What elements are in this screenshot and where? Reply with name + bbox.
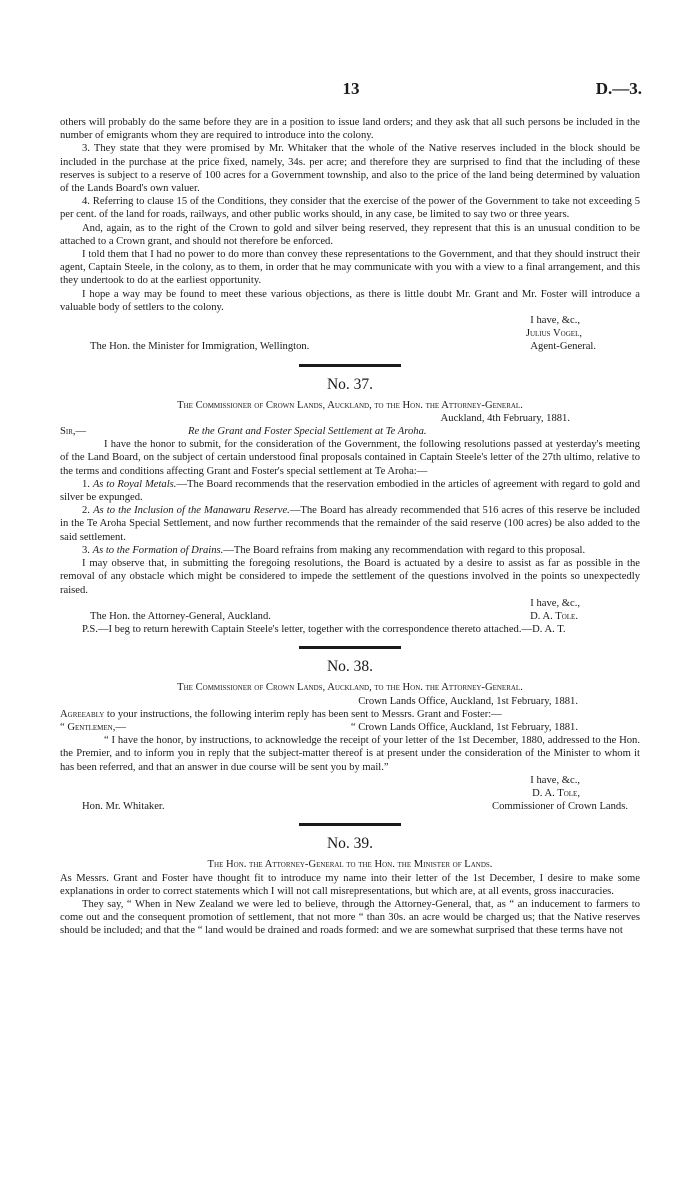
letter-from-to: The Commissioner of Crown Lands, Auckland, to the Hon. the Attorney-General. [177,399,523,411]
paragraph: They say, “ When in New Zealand we were led to believe, through the Attorney-General, that, as “ an inducement to farmers to come out and the consequent promotion of settlement, that not more “ than 30s. an acre would be charged us; that the Native reserves should be included; and that the “ land would be drained and roads formed: and we are somewhat surprised that these terms have not [60,898,640,937]
list-item: 2. As to the Inclusion of the Manawaru Reserve.—The Board has already recommended that 516 acres of this reserve be included in the Te Aroha Special Settlement, and now further recommends that the remainder of the said reserve (100 acres) be also added to the said settlement. [60,505,640,543]
paragraph: 4. Referring to clause 15 of the Conditions, they consider that the exercise of the power of the Government to take not exceeding 5 per cent. of the land for roads, railways, and other public works should, in any case, be limited to say two or three years. [60,196,640,221]
running-head [60,79,642,104]
page-number: 13 [342,79,360,98]
paragraph: 3. They state that they were promised by Mr. Whitaker that the whole of the Native reserves included in the block should be included in the purchase at the price fixed, namely, 34s. per acre; and therefore they are surprised to find that the including of these reserves is subject to a reserve of 100 acres for a Government township, and also to the price of the land being determined by valuation of the Lands Board's own valuer. [60,143,640,195]
section-divider [299,823,401,826]
document-reference: D.—3. [595,79,642,98]
quoted-letter-body: “ I have the honor, by instructions, to acknowledge the receipt of your letter of the 1st December, 1880, addressed to the Hon. the Premier, and to inform you in reply that the subject-matter thereof is at present under the consideration of the Minister to whom it has been referred, and that an answer in due course will be sent you by mail.” [60,735,640,773]
signature: D. A. Tole, [532,787,580,799]
paragraph: others will probably do the same before they are in a position to issue land orders; and they ask that all such persons be included in the number of emigrants whom they are required to introduce into the colony. [60,117,640,142]
section-divider [299,364,401,367]
quoted-place-date: “ Crown Lands Office, Auckland, 1st February, 1881. [350,721,578,733]
letter-39 [60,834,640,937]
place-date: Auckland, 4th February, 1881. [440,412,570,424]
letter-from-to: The Hon. the Attorney-General to the Hon. the Minister of Lands. [207,859,493,871]
salutation: Sir,— [60,426,87,438]
addressee: The Hon. the Minister for Immigration, Wellington. [90,341,310,353]
letter-number: No. 39. [326,835,374,853]
paragraph: I told them that I had no power to do more than convey these representations to the Government, and that they should instruct their agent, Captain Steele, in the colony, as to them, in order that he may communicate with you with a view to a final arrangement, and this they undertook to do at the earliest opportunity. [60,249,640,287]
signatory-title: Agent-General. [530,341,596,353]
salutation: “ Gentlemen,— [60,721,126,733]
addressee: The Hon. the Attorney-General, Auckland. [90,610,271,622]
closing: I have, &c., [530,597,580,609]
letter-number: No. 37. [326,375,374,393]
signatory-title: Commissioner of Crown Lands. [492,801,628,813]
postscript: P.S.—I beg to return herewith Captain Steele's letter, together with the correspondence thereto attached.—D. A. T. [82,624,566,636]
document-body [60,116,640,938]
letter-subject: Re the Grant and Foster Special Settlement at Te Aroha. [188,426,427,438]
letter-38 [60,657,640,813]
paragraph: As Messrs. Grant and Foster have thought fit to introduce my name into their letter of the 1st December, I desire to make some explanations in order to correct statements which I will not call misrepresentations, but which are, at all events, gross inaccuracies. [60,872,640,897]
closing: I have, &c., [530,315,580,327]
letter-37 [60,375,640,637]
paragraph: I have the honor to submit, for the consideration of the Government, the following resolutions passed at yesterday's meeting of the Land Board, on the subject of certain understood final proposals contained in Captain Steele's letter of the 27th ultimo, relative to the terms and conditions affecting Grant and Foster's special settlement at Te Aroha:— [60,439,640,477]
closing: I have, &c., [530,774,580,786]
letter-from-to: The Commissioner of Crown Lands, Auckland, to the Hon. the Attorney-General. [177,682,523,694]
list-item: 1. As to Royal Metals.—The Board recommends that the reservation embodied in the articles of agreement with regard to gold and silver be expunged. [60,478,640,504]
letter-36-continuation [60,116,640,354]
paragraph: Agreeably to your instructions, the following interim reply has been sent to Messrs. Grant and Foster:— [60,708,502,720]
letter-number: No. 38. [326,658,374,676]
list-item: 3. As to the Formation of Drains.—The Board refrains from making any recommendation with regard to this proposal. [82,544,586,556]
section-divider [299,646,401,649]
place-date: Crown Lands Office, Auckland, 1st February, 1881. [358,695,578,707]
paragraph: I hope a way may be found to meet these various objections, as there is little doubt Mr. Grant and Mr. Foster will introduce a valuable body of settlers to the colony. [60,288,640,313]
addressee: Hon. Mr. Whitaker. [82,801,165,813]
signature: Julius Vogel, [525,328,582,340]
signature: D. A. Tole. [530,610,578,622]
paragraph: And, again, as to the right of the Crown to gold and silver being reserved, they represent that this is an unusual condition to be attached to a Crown grant, and should not therefore be enforced. [60,222,640,247]
paragraph: I may observe that, in submitting the foregoing resolutions, the Board is actuated by a desire to assist as far as possible in the removal of any obstacle which might be considered to impede the settlement of the questions involved in the points so unexpectedly raised. [60,558,640,596]
